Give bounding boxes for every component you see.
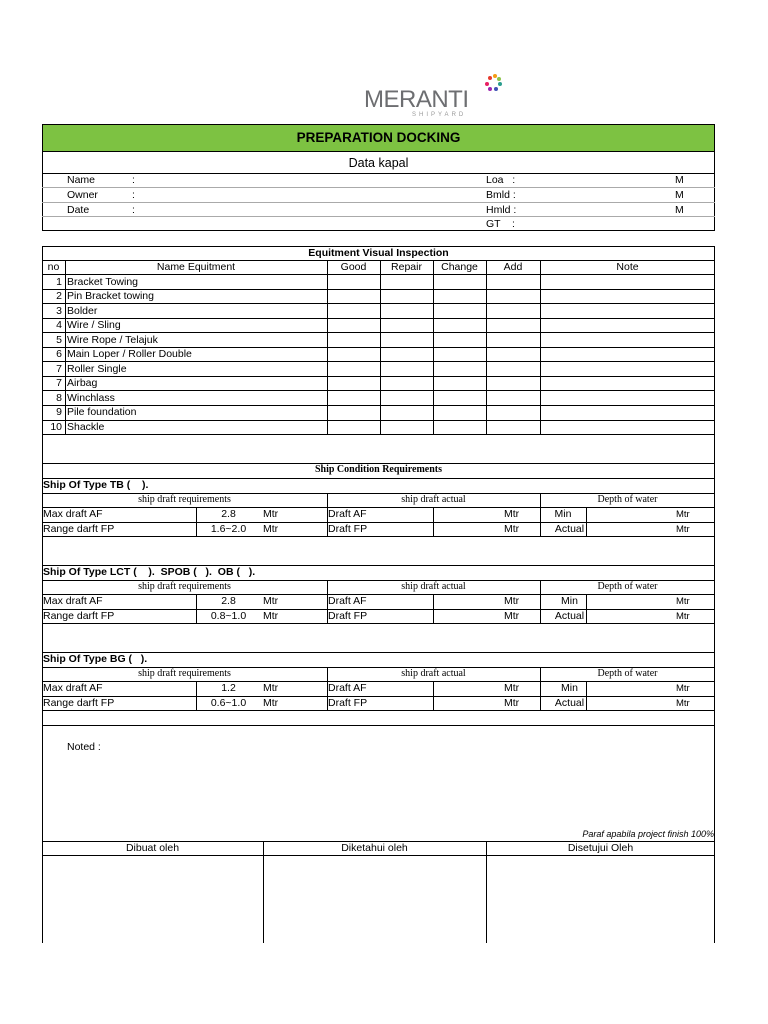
noted-label: Noted : [67, 741, 101, 753]
row-no: 5 [56, 334, 62, 346]
row-no: 9 [56, 406, 62, 418]
min-label: Min [561, 682, 578, 694]
row-divider [42, 361, 715, 362]
col-change: Change [441, 261, 478, 273]
row-divider [42, 405, 715, 406]
row-divider [42, 318, 715, 319]
row-no: 10 [50, 421, 62, 433]
dibuat-oleh: Dibuat oleh [125, 842, 180, 854]
page-title: PREPARATION DOCKING [296, 130, 461, 145]
draft-fp-unit: Mtr [504, 610, 520, 622]
logo [364, 72, 514, 122]
draft-fp-label: Draft FP [328, 610, 368, 622]
disetujui-oleh: Disetujui Oleh [567, 842, 634, 854]
row-divider [42, 390, 715, 391]
col-actual: ship draft actual [401, 581, 466, 592]
col-depth: Depth of water [597, 581, 658, 592]
logo-tagline: SHIPYARD [412, 112, 467, 118]
max-draft-label: Max draft AF [43, 595, 103, 607]
hmld-unit: M [675, 204, 684, 216]
max-draft-value: 2.8 [221, 508, 236, 520]
row-name: Winchlass [67, 392, 115, 404]
col-add: Add [503, 261, 523, 273]
row-no: 6 [56, 348, 62, 360]
row-name: Wire / Sling [67, 319, 121, 331]
date-colon: : [132, 204, 135, 216]
actual-label: Actual [554, 523, 585, 535]
logo-wordmark: MERANTI [364, 86, 469, 113]
row-name: Main Loper / Roller Double [67, 348, 192, 360]
row-no: 7 [56, 377, 62, 389]
col-good: Good [340, 261, 367, 273]
range-draft-label: Range darft FP [43, 697, 115, 709]
col-note: Note [616, 261, 639, 273]
date-label: Date [67, 204, 90, 216]
min-unit: Mtr [676, 509, 690, 520]
min-unit: Mtr [676, 596, 690, 607]
section-bg-title: Ship Of Type BG ( ). [43, 653, 148, 665]
row-no: 3 [56, 305, 62, 317]
max-draft-unit: Mtr [263, 682, 279, 694]
draft-af-unit: Mtr [504, 682, 520, 694]
draft-fp-unit: Mtr [504, 523, 520, 535]
row-name: Bolder [67, 305, 98, 317]
diketahui-oleh: Diketahui oleh [341, 842, 408, 854]
actual-label: Actual [554, 697, 585, 709]
loa-unit: M [675, 174, 684, 186]
row-no: 7 [56, 363, 62, 375]
max-draft-unit: Mtr [263, 508, 279, 520]
gt-label: GT : [486, 218, 515, 230]
actual-label: Actual [554, 610, 585, 622]
signature-table [42, 841, 715, 943]
min-label: Min [554, 508, 572, 520]
min-unit: Mtr [676, 683, 690, 694]
hmld-label: Hmld : [486, 204, 517, 216]
actual-unit: Mtr [676, 524, 690, 535]
col-depth: Depth of water [597, 668, 658, 679]
row-no: 8 [56, 392, 62, 404]
row-no: 1 [56, 276, 62, 288]
range-draft-label: Range darft FP [43, 610, 115, 622]
draft-af-label: Draft AF [328, 595, 367, 607]
row-name: Airbag [67, 377, 98, 389]
draft-fp-unit: Mtr [504, 697, 520, 709]
max-draft-value: 1.2 [221, 682, 236, 694]
data-kapal-label: Data kapal [348, 156, 409, 170]
col-actual: ship draft actual [401, 494, 466, 505]
row-name: Wire Rope / Telajuk [67, 334, 158, 346]
range-draft-value: 0.6~1.0 [210, 697, 247, 709]
draft-af-unit: Mtr [504, 508, 520, 520]
row-no: 4 [56, 319, 62, 331]
draft-af-label: Draft AF [328, 682, 367, 694]
logo-circle-icon [480, 72, 510, 98]
range-draft-unit: Mtr [263, 697, 279, 709]
max-draft-label: Max draft AF [43, 508, 103, 520]
col-actual: ship draft actual [401, 668, 466, 679]
section-lct-title: Ship Of Type LCT ( ). SPOB ( ). OB ( ). [43, 566, 256, 578]
row-name: Shackle [67, 421, 105, 433]
row-name: Roller Single [67, 363, 127, 375]
loa-label: Loa : [486, 174, 516, 186]
draft-af-unit: Mtr [504, 595, 520, 607]
col-no: no [47, 261, 60, 273]
row-divider [42, 420, 715, 421]
col-req: ship draft requirements [138, 494, 231, 505]
draft-af-label: Draft AF [328, 508, 367, 520]
actual-unit: Mtr [676, 698, 690, 709]
col-req: ship draft requirements [138, 581, 231, 592]
row-divider [42, 376, 715, 377]
actual-unit: Mtr [676, 611, 690, 622]
name-label: Name [67, 174, 96, 186]
bmld-unit: M [675, 189, 684, 201]
owner-colon: : [132, 189, 135, 201]
inspection-title: Equitment Visual Inspection [308, 247, 449, 259]
max-draft-label: Max draft AF [43, 682, 103, 694]
range-draft-value: 1.6~2.0 [210, 523, 247, 535]
range-draft-value: 0.8~1.0 [210, 610, 247, 622]
bmld-label: Bmld : [486, 189, 516, 201]
row-no: 2 [56, 290, 62, 302]
range-draft-unit: Mtr [263, 523, 279, 535]
min-label: Min [561, 595, 578, 607]
col-name-equitment: Name Equitment [156, 261, 236, 273]
row-name: Bracket Towing [67, 276, 139, 288]
name-colon: : [132, 174, 135, 186]
paraf-note: Paraf apabila project finish 100% [582, 829, 714, 839]
max-draft-value: 2.8 [221, 595, 236, 607]
col-depth: Depth of water [597, 494, 658, 505]
range-draft-unit: Mtr [263, 610, 279, 622]
range-draft-label: Range darft FP [43, 523, 115, 535]
owner-label: Owner [67, 189, 98, 201]
requirements-title: Ship Condition Requirements [314, 464, 443, 475]
row-divider [42, 303, 715, 304]
row-name: Pin Bracket towing [67, 290, 154, 302]
col-repair: Repair [391, 261, 422, 273]
row-name: Pile foundation [67, 406, 137, 418]
col-req: ship draft requirements [138, 668, 231, 679]
draft-fp-label: Draft FP [328, 697, 368, 709]
section-tb-title: Ship Of Type TB ( ). [43, 479, 149, 491]
max-draft-unit: Mtr [263, 595, 279, 607]
draft-fp-label: Draft FP [328, 523, 368, 535]
